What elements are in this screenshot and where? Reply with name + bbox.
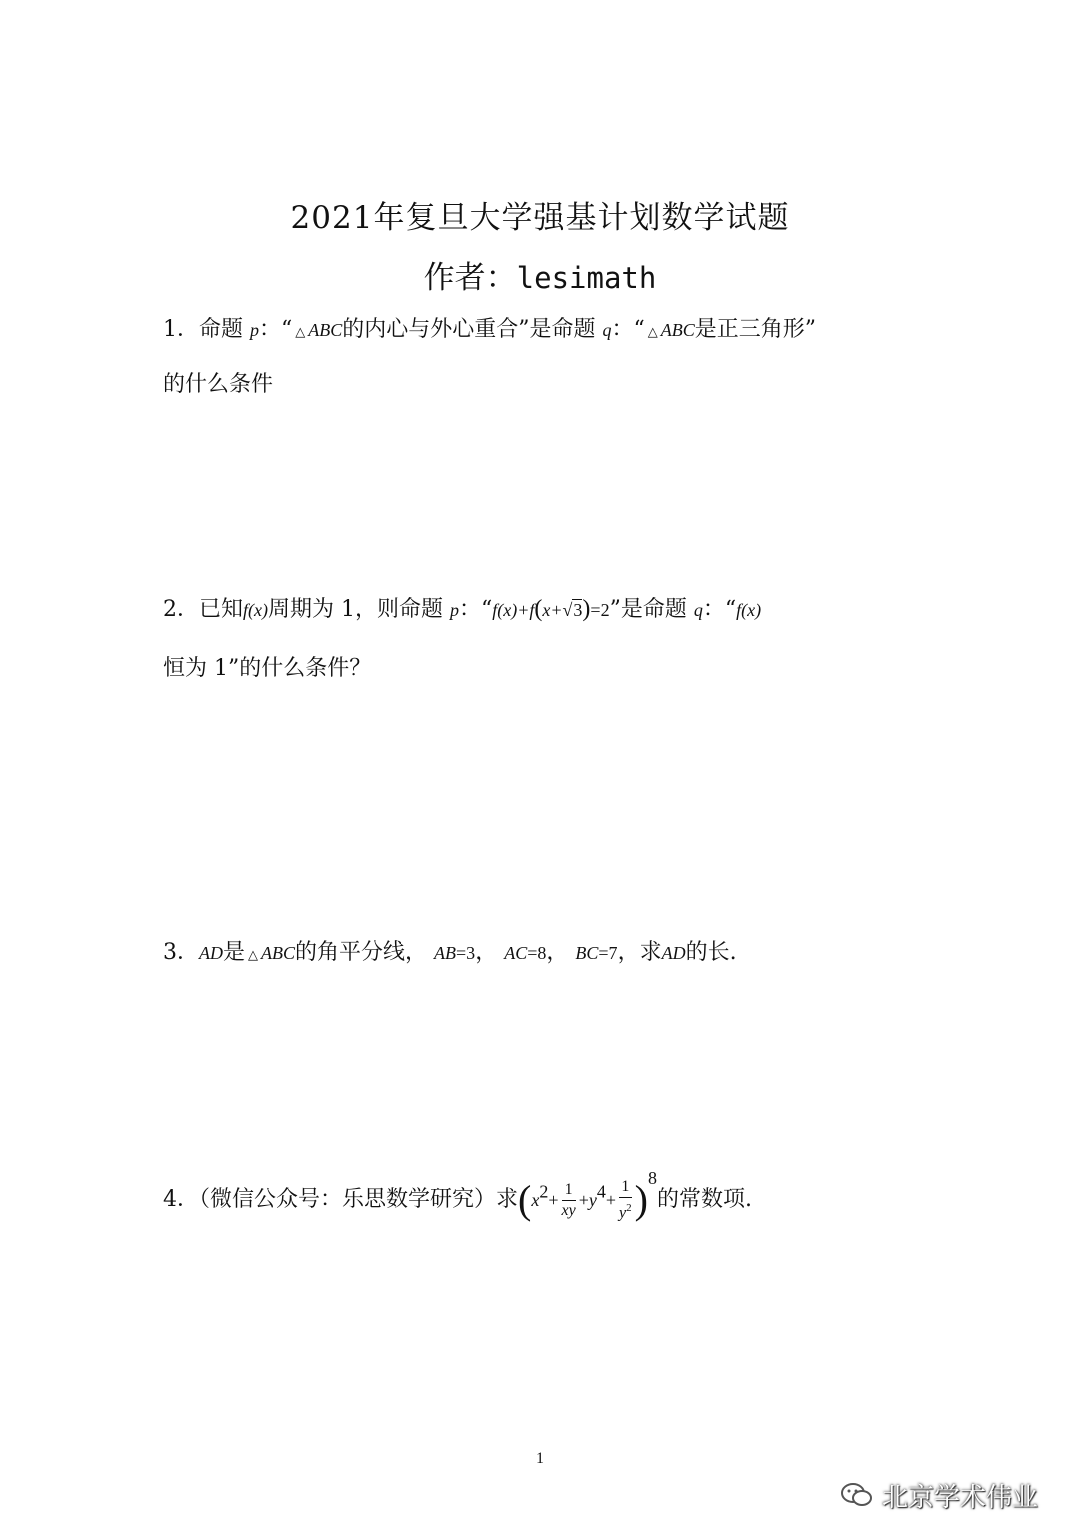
- fraction-1-over-xy: $\frac{1}{xy}$: [561, 1180, 576, 1219]
- question-2-line-1: 2．已知f(x)周期为 1，则命题 p：“f(x)+f(x+√3)=2”是命题 q：“f(x): [163, 596, 762, 622]
- question-number: 2．: [163, 597, 199, 622]
- author-line: [0, 252, 1080, 297]
- triangle-symbol: △: [647, 325, 658, 340]
- triangle-symbol: △: [295, 325, 306, 340]
- question-1-line-2: 的什么条件: [163, 372, 274, 397]
- question-number: 1．: [163, 317, 199, 342]
- question-number: 3．: [163, 940, 199, 965]
- question-4-line-1: 4．（微信公众号：乐思数学研究）求($x^2+$ $\frac{1}{xy}$ $+y^4+$ $\frac{1}{y^2}$ )$^8$的常数项.: [163, 1168, 752, 1222]
- right-paren: ): [634, 1177, 648, 1222]
- exponent-8: 8: [647, 1168, 657, 1188]
- left-paren: (: [518, 1177, 532, 1222]
- question-1-line-1: 1．命题 p：“ △ ABC的内心与外心重合”是命题 q：“ △ ABC是正三角形”: [163, 317, 817, 342]
- author-label: 作者：: [423, 260, 517, 296]
- question-2-line-2: 恒为 1”的什么条件？: [163, 656, 372, 681]
- author-name: lesimath: [516, 261, 657, 295]
- fraction-1-over-y2: $\frac{1}{y^2}$: [619, 1177, 632, 1222]
- question-3-line-1: 3．AD是 △ ABC的角平分线， AB=3， AC=8， BC=7，求AD的长.: [163, 940, 737, 965]
- watermark-text: 北京学术伟业: [882, 1482, 1039, 1513]
- question-number: 4．: [163, 1187, 199, 1212]
- page-number: 1: [536, 1450, 544, 1467]
- triangle-symbol: △: [248, 948, 259, 963]
- page-title: 2021年复旦大学强基计划数学试题: [290, 200, 790, 236]
- watermark: [840, 1473, 1060, 1517]
- wechat-icon: [840, 1481, 874, 1509]
